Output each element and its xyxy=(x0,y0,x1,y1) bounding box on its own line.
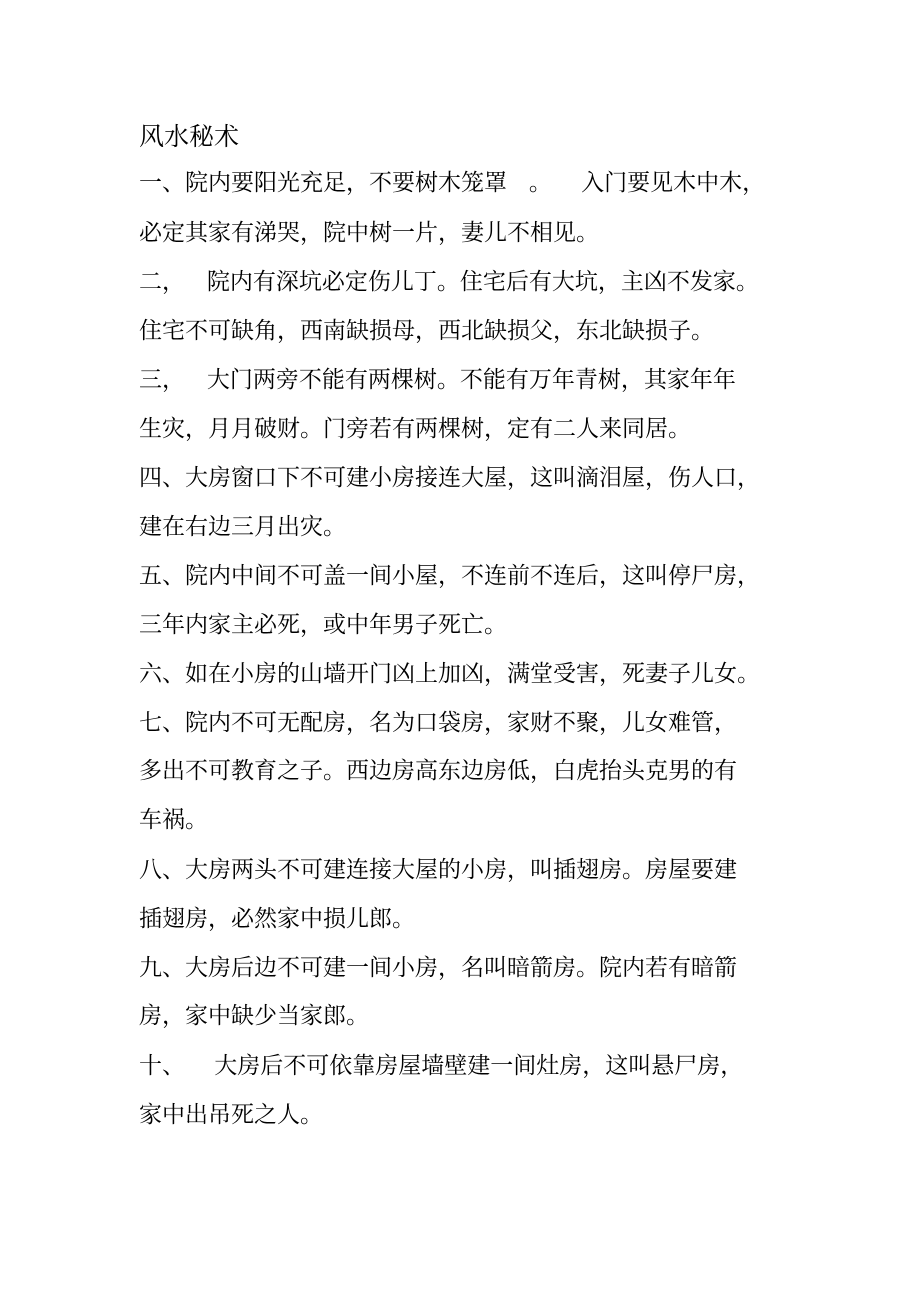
text-line-16: 插翅房，必然家中损儿郎。 xyxy=(139,906,415,932)
text-line-7: 四、大房窗口下不可建小房接连大屋，这叫滴泪屋，伤人口， xyxy=(139,465,760,491)
text-line-19: 十、 大房后不可依靠房屋墙壁建一间灶房，这叫悬尸房， xyxy=(139,1053,744,1079)
text-line-20: 家中出吊死之人。 xyxy=(139,1102,323,1128)
text-line-11: 六、如在小房的山墙开门凶上加凶，满堂受害，死妻子儿女。 xyxy=(139,661,760,687)
text-line-8: 建在右边三月出灾。 xyxy=(139,514,346,540)
text-line-1: 一、院内要阳光充足，不要树木笼罩 。 入门要见木中木， xyxy=(139,170,766,196)
text-line-10: 三年内家主必死，或中年男子死亡。 xyxy=(139,612,507,638)
text-line-9: 五、院内中间不可盖一间小屋，不连前不连后，这叫停尸房， xyxy=(139,563,760,589)
text-line-12: 七、院内不可无配房，名为口袋房，家财不聚，儿女难管， xyxy=(139,710,737,736)
text-line-14: 车祸。 xyxy=(139,807,208,833)
text-line-13: 多出不可教育之子。西边房高东边房低，白虎抬头克男的有 xyxy=(139,758,737,784)
text-line-5: 三， 大门两旁不能有两棵树。不能有万年青树，其家年年 xyxy=(139,367,736,393)
text-line-18: 房，家中缺少当家郎。 xyxy=(139,1003,369,1029)
text-line-2: 必定其家有涕哭，院中树一片，妻儿不相见。 xyxy=(139,220,599,246)
text-line-15: 八、大房两头不可建连接大屋的小房，叫插翅房。房屋要建 xyxy=(139,857,737,883)
document-title: 风水秘术 xyxy=(139,122,240,151)
text-line-6: 生灾，月月破财。门旁若有两棵树，定有二人来同居。 xyxy=(139,416,691,442)
text-line-17: 九、大房后边不可建一间小房，名叫暗箭房。院内若有暗箭 xyxy=(139,955,737,981)
text-line-4: 住宅不可缺角，西南缺损母，西北缺损父，东北缺损子。 xyxy=(139,318,714,344)
text-line-3: 二， 院内有深坑必定伤儿丁。住宅后有大坑，主凶不发家。 xyxy=(139,269,759,295)
